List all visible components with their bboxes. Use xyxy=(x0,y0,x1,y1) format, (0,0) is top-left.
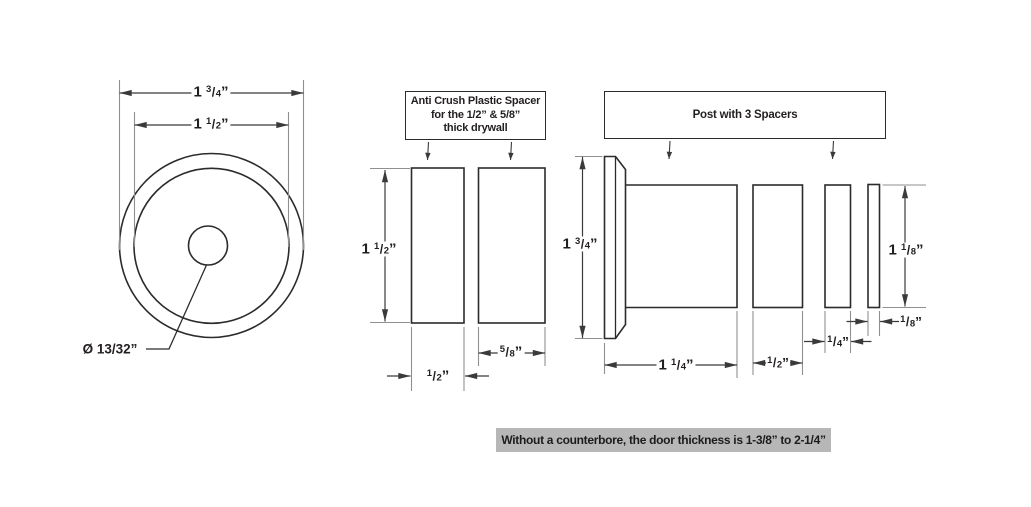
callout-arrow xyxy=(511,142,512,160)
dim-flange-diameter: 1 $^3$/4” xyxy=(562,235,598,253)
dim-post-spacer3: $^1$/8” xyxy=(900,313,922,329)
viewer-outer-circle xyxy=(120,154,304,338)
viewer-hole-circle xyxy=(189,226,228,265)
spacer-callout-line3: thick drywall xyxy=(443,122,508,135)
spacer-callout-box xyxy=(405,91,546,140)
dim-post-spacer1: $^1$/2” xyxy=(767,354,789,370)
spacer-half-inch xyxy=(412,168,465,323)
dim-post-spacer2: $^1$/4” xyxy=(827,333,849,349)
dim-inner-diameter: 1 $^1$/2” xyxy=(193,115,229,133)
post-spacer-2 xyxy=(825,185,851,308)
dim-spacer-height: 1 $^1$/2” xyxy=(361,240,397,258)
spacer-five-eighths xyxy=(479,168,546,323)
dim-hole-diameter: Ø 13/32” xyxy=(82,341,138,357)
door-thickness-note-text: Without a counterbore, the door thickness is 1-3/8” to 2-1/4” xyxy=(501,433,826,447)
post-spacer-3 xyxy=(868,185,880,308)
spacer-callout-line2: for the 1/2” & 5/8” xyxy=(430,108,521,121)
callout-arrow xyxy=(669,141,670,159)
post-spacer-1 xyxy=(753,185,803,308)
dim-outer-diameter: 1 $^3$/4” xyxy=(193,83,229,101)
spacer-callout-line1: Anti Crush Plastic Spacer xyxy=(410,95,541,108)
door-thickness-note-banner xyxy=(496,428,831,452)
post-barrel xyxy=(626,185,738,308)
post-callout-label: Post with 3 Spacers xyxy=(692,108,798,121)
callout-arrow xyxy=(833,141,834,159)
dim-post-length: 1 $^1$/4” xyxy=(658,356,694,374)
post-view xyxy=(575,141,926,378)
dim-spacer-five-eighths: $^5$/8” xyxy=(499,343,523,361)
dim-spacer-half-inch: $^1$/2” xyxy=(426,367,450,385)
dim-post-spacer-height: 1 $^1$/8” xyxy=(888,241,924,258)
callout-arrow xyxy=(428,142,429,160)
post-callout-box xyxy=(604,91,886,139)
viewer-inner-circle xyxy=(134,168,289,323)
